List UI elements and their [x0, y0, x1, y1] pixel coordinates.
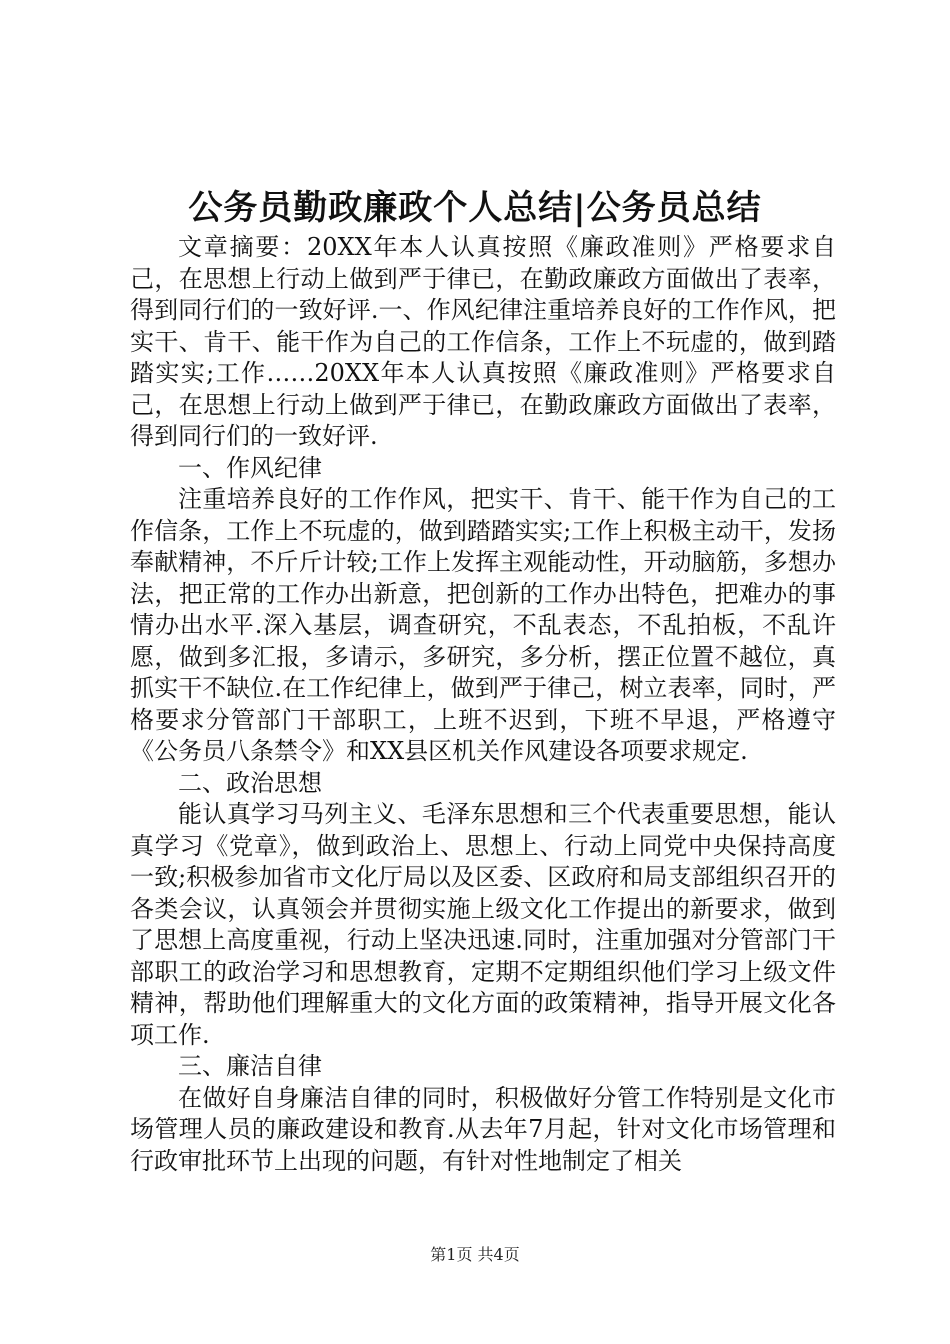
document-title: 公务员勤政廉政个人总结|公务员总结 — [188, 188, 762, 228]
section-heading-1: 一、作风纪律 — [178, 453, 322, 482]
document-body — [130, 232, 836, 1177]
page-footer: 第1页 共4页 — [430, 1245, 520, 1264]
abstract-paragraph: 文章摘要：20XX年本人认真按照《廉政准则》严格要求自己，在思想上行动上做到严于律已，在勤政廉政方面做出了表率，得到同行们的一致好评.一、作风纪律注重培养良好的工作作风，把实干、肯干、能干作为自己的工作信条，工作上不玩虚的，做到踏踏实实;工作……20XX年本人认真按照《廉政准则》严格要求自己，在思想上行动上做到严于律已，在勤政廉政方面做出了表率，得到同行们的一致好评. — [130, 233, 836, 450]
body-paragraph-2: 能认真学习马列主义、毛泽东思想和三个代表重要思想，能认真学习《党章》，做到政治上、思想上、行动上同党中央保持高度一致;积极参加省市文化厅局以及区委、区政府和局支部组织召开的各类会议，认真领会并贯彻实施上级文化工作提出的新要求，做到了思想上高度重视，行动上坚决迅速.同时，注重加强对分管部门干部职工的政治学习和思想教育，定期不定期组织他们学习上级文件精神，帮助他们理解重大的文化方面的政策精神，指导开展文化各项工作. — [130, 800, 836, 1049]
body-paragraph-3: 在做好自身廉洁自律的同时，积极做好分管工作特别是文化市场管理人员的廉政建设和教育.从去年7月起，针对文化市场管理和行政审批环节上出现的问题，有针对性地制定了相关 — [130, 1083, 836, 1175]
section-heading-2: 二、政治思想 — [178, 768, 322, 797]
section-heading-3: 三、廉洁自律 — [178, 1052, 322, 1080]
body-paragraph-1: 注重培养良好的工作作风，把实干、肯干、能干作为自己的工作信条，工作上不玩虚的，做到踏踏实实;工作上积极主动干，发扬奉献精神，不斤斤计较;工作上发挥主观能动性，开动脑筋，多想办法，把正常的工作办出新意，把创新的工作办出特色，把难办的事情办出水平.深入基层，调查研究，不乱表态，不乱拍板，不乱许愿，做到多汇报，多请示，多研究，多分析，摆正位置不越位，真抓实干不缺位.在工作纪律上，做到严于律己，树立表率，同时，严格要求分管部门干部职工，上班不迟到，下班不早退，严格遵守《公务员八条禁令》和XX县区机关作风建设各项要求规定. — [130, 485, 836, 765]
